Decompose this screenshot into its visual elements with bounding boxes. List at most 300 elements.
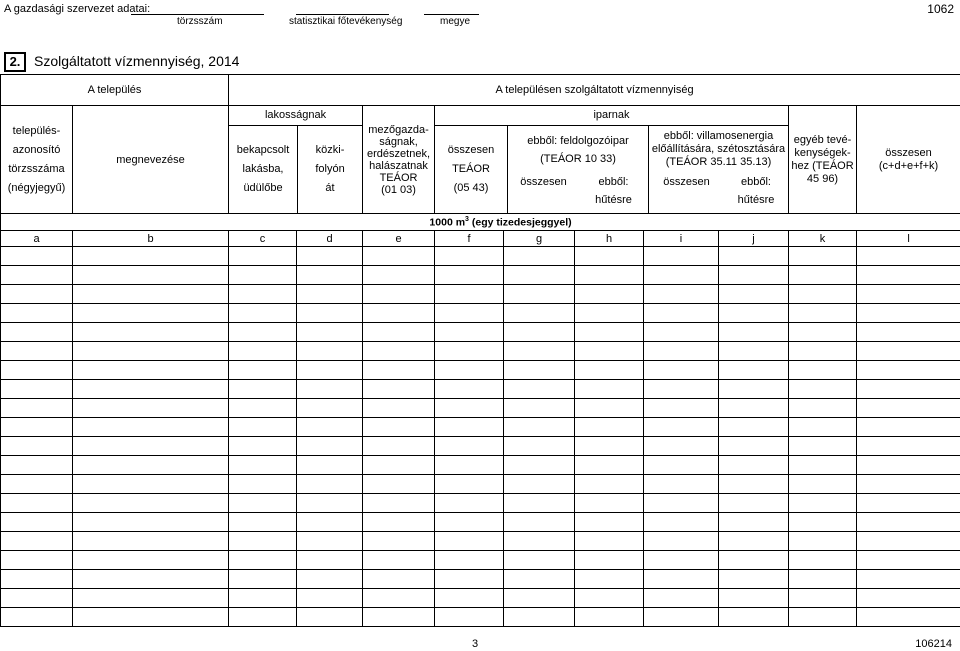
input-cell[interactable]	[229, 304, 297, 323]
input-cell[interactable]	[789, 399, 857, 418]
table-row	[1, 323, 960, 342]
kozkifolyon-line-1: közki-	[315, 144, 345, 156]
group-telepules: A település	[1, 75, 229, 106]
table-row	[1, 589, 960, 608]
input-cell[interactable]	[857, 323, 960, 342]
input-cell[interactable]	[1, 323, 73, 342]
input-cell[interactable]	[644, 247, 719, 266]
input-cell[interactable]	[73, 456, 229, 475]
unit-row	[1, 214, 960, 231]
input-cell[interactable]	[297, 247, 363, 266]
input-cell[interactable]	[435, 608, 504, 627]
input-cell[interactable]	[435, 304, 504, 323]
input-cell[interactable]	[857, 532, 960, 551]
input-cell[interactable]	[644, 570, 719, 589]
input-cell[interactable]	[73, 494, 229, 513]
input-cell[interactable]	[719, 323, 789, 342]
input-cell[interactable]	[73, 285, 229, 304]
input-cell[interactable]	[73, 342, 229, 361]
input-cell[interactable]	[297, 513, 363, 532]
input-cell[interactable]	[363, 589, 435, 608]
input-cell[interactable]	[435, 456, 504, 475]
input-cell[interactable]	[297, 570, 363, 589]
input-cell[interactable]	[363, 285, 435, 304]
osszesen-ipar-line-2: TEÁOR	[452, 163, 490, 175]
input-cell[interactable]	[363, 304, 435, 323]
input-cell[interactable]	[857, 285, 960, 304]
osszesen-total-line-2: (c+d+e+f+k)	[878, 159, 939, 172]
unit-text: 1000 m	[429, 216, 466, 229]
input-cell[interactable]	[644, 551, 719, 570]
input-cell[interactable]	[644, 380, 719, 399]
input-cell[interactable]	[1, 266, 73, 285]
feldolgozoipar-line-2: (TEÁOR 10 33)	[540, 152, 616, 165]
input-cell[interactable]	[644, 437, 719, 456]
input-cell[interactable]	[363, 513, 435, 532]
input-cell[interactable]	[644, 513, 719, 532]
input-cell[interactable]	[857, 437, 960, 456]
input-cell[interactable]	[857, 304, 960, 323]
input-cell[interactable]	[719, 247, 789, 266]
input-cell[interactable]	[73, 437, 229, 456]
input-cell[interactable]	[1, 437, 73, 456]
input-cell[interactable]	[789, 532, 857, 551]
input-cell[interactable]	[435, 494, 504, 513]
table-row	[1, 380, 960, 399]
letter-i: i	[644, 231, 719, 247]
input-cell[interactable]	[857, 399, 960, 418]
input-cell[interactable]	[229, 456, 297, 475]
input-cell[interactable]	[229, 437, 297, 456]
input-cell[interactable]	[297, 437, 363, 456]
input-cell[interactable]	[435, 570, 504, 589]
input-cell[interactable]	[857, 589, 960, 608]
input-cell[interactable]	[789, 266, 857, 285]
water-table	[0, 74, 960, 627]
input-cell[interactable]	[719, 475, 789, 494]
input-cell[interactable]	[363, 475, 435, 494]
input-cell[interactable]	[229, 361, 297, 380]
input-cell[interactable]	[575, 608, 644, 627]
table-row	[1, 551, 960, 570]
input-cell[interactable]	[719, 285, 789, 304]
input-cell[interactable]	[504, 342, 575, 361]
input-cell[interactable]	[73, 323, 229, 342]
input-cell[interactable]	[1, 418, 73, 437]
input-cell[interactable]	[789, 608, 857, 627]
input-cell[interactable]	[229, 589, 297, 608]
input-cell[interactable]	[363, 456, 435, 475]
mezogazd-line-6: (01 03)	[381, 183, 416, 196]
vill-ebbol-label: ebből:	[741, 176, 771, 188]
form-number: 1062	[927, 2, 954, 16]
input-cell[interactable]	[719, 608, 789, 627]
input-cell[interactable]	[73, 247, 229, 266]
input-cell[interactable]	[789, 323, 857, 342]
input-cell[interactable]	[719, 380, 789, 399]
input-cell[interactable]	[435, 418, 504, 437]
input-cell[interactable]	[363, 361, 435, 380]
input-cell[interactable]	[575, 475, 644, 494]
input-cell[interactable]	[1, 342, 73, 361]
input-cell[interactable]	[297, 342, 363, 361]
input-cell[interactable]	[719, 494, 789, 513]
input-cell[interactable]	[857, 551, 960, 570]
letter-l: l	[857, 231, 960, 247]
input-cell[interactable]	[644, 456, 719, 475]
input-cell[interactable]	[789, 380, 857, 399]
input-cell[interactable]	[229, 342, 297, 361]
input-cell[interactable]	[504, 361, 575, 380]
input-cell[interactable]	[229, 247, 297, 266]
input-cell[interactable]	[297, 475, 363, 494]
input-cell[interactable]	[644, 285, 719, 304]
input-cell[interactable]	[575, 456, 644, 475]
input-cell[interactable]	[1, 399, 73, 418]
input-cell[interactable]	[363, 342, 435, 361]
input-cell[interactable]	[435, 551, 504, 570]
input-cell[interactable]	[575, 266, 644, 285]
input-cell[interactable]	[363, 437, 435, 456]
input-cell[interactable]	[297, 456, 363, 475]
input-cell[interactable]	[229, 399, 297, 418]
input-cell[interactable]	[73, 589, 229, 608]
input-cell[interactable]	[644, 399, 719, 418]
lakossagnak-label: lakosságnak	[229, 106, 362, 126]
input-cell[interactable]	[789, 342, 857, 361]
input-cell[interactable]	[575, 323, 644, 342]
input-cell[interactable]	[1, 475, 73, 494]
bekapcsolt-line-3: üdülőbe	[243, 182, 283, 194]
input-cell[interactable]	[575, 494, 644, 513]
input-cell[interactable]	[857, 494, 960, 513]
table-row	[1, 475, 960, 494]
input-cell[interactable]	[719, 342, 789, 361]
input-cell[interactable]	[73, 532, 229, 551]
input-cell[interactable]	[363, 418, 435, 437]
col-iparnak	[435, 106, 789, 214]
input-cell[interactable]	[644, 608, 719, 627]
input-cell[interactable]	[435, 399, 504, 418]
input-cell[interactable]	[719, 532, 789, 551]
input-cell[interactable]	[363, 323, 435, 342]
letter-f: f	[435, 231, 504, 247]
input-cell[interactable]	[297, 285, 363, 304]
input-cell[interactable]	[1, 456, 73, 475]
input-cell[interactable]	[229, 494, 297, 513]
table-row	[1, 418, 960, 437]
input-cell[interactable]	[575, 342, 644, 361]
input-cell[interactable]	[363, 532, 435, 551]
input-cell[interactable]	[435, 247, 504, 266]
egyeb-line-1: egyéb tevé-	[793, 133, 852, 146]
input-cell[interactable]	[575, 551, 644, 570]
input-cell[interactable]	[504, 380, 575, 399]
input-cell[interactable]	[435, 285, 504, 304]
input-cell[interactable]	[575, 285, 644, 304]
input-cell[interactable]	[719, 418, 789, 437]
input-cell[interactable]	[1, 304, 73, 323]
input-cell[interactable]	[229, 475, 297, 494]
input-cell[interactable]	[1, 532, 73, 551]
input-cell[interactable]	[1, 494, 73, 513]
input-cell[interactable]	[363, 608, 435, 627]
kozkifolyon-line-2: folyón	[315, 163, 345, 175]
input-cell[interactable]	[297, 418, 363, 437]
input-cell[interactable]	[73, 361, 229, 380]
input-cell[interactable]	[504, 456, 575, 475]
input-cell[interactable]	[857, 361, 960, 380]
input-cell[interactable]	[297, 589, 363, 608]
input-cell[interactable]	[363, 247, 435, 266]
input-cell[interactable]	[789, 589, 857, 608]
input-cell[interactable]	[789, 418, 857, 437]
input-cell[interactable]	[789, 285, 857, 304]
input-cell[interactable]	[789, 437, 857, 456]
input-cell[interactable]	[363, 266, 435, 285]
input-cell[interactable]	[857, 380, 960, 399]
input-cell[interactable]	[504, 304, 575, 323]
feld-ebbol-label: ebből:	[598, 176, 629, 188]
input-cell[interactable]	[504, 513, 575, 532]
input-cell[interactable]	[504, 399, 575, 418]
osszesen-total-line-1: összesen	[885, 146, 932, 159]
mezogazd-line-3: erdészetnek,	[367, 147, 430, 160]
input-cell[interactable]	[857, 456, 960, 475]
input-cell[interactable]	[789, 494, 857, 513]
input-cell[interactable]	[575, 361, 644, 380]
input-cell[interactable]	[719, 570, 789, 589]
input-cell[interactable]	[73, 475, 229, 494]
azonosito-line-2: azonosító	[12, 143, 61, 156]
input-cell[interactable]	[504, 323, 575, 342]
input-cell[interactable]	[435, 266, 504, 285]
input-cell[interactable]	[297, 323, 363, 342]
input-cell[interactable]	[363, 551, 435, 570]
input-cell[interactable]	[644, 532, 719, 551]
input-cell[interactable]	[504, 494, 575, 513]
input-cell[interactable]	[1, 589, 73, 608]
input-cell[interactable]	[297, 399, 363, 418]
input-cell[interactable]	[504, 285, 575, 304]
input-cell[interactable]	[297, 608, 363, 627]
input-cell[interactable]	[504, 589, 575, 608]
input-cell[interactable]	[435, 475, 504, 494]
input-cell[interactable]	[435, 380, 504, 399]
input-cell[interactable]	[229, 608, 297, 627]
input-cell[interactable]	[73, 399, 229, 418]
letter-a: a	[1, 231, 73, 247]
input-cell[interactable]	[575, 532, 644, 551]
input-cell[interactable]	[1, 247, 73, 266]
letter-h: h	[575, 231, 644, 247]
input-cell[interactable]	[229, 570, 297, 589]
input-cell[interactable]	[297, 380, 363, 399]
input-cell[interactable]	[789, 304, 857, 323]
input-cell[interactable]	[719, 304, 789, 323]
input-cell[interactable]	[435, 532, 504, 551]
input-cell[interactable]	[719, 361, 789, 380]
group-szolgaltatott: A településen szolgáltatott vízmennyiség	[229, 75, 960, 106]
egyeb-line-3: hez (TEÁOR	[791, 159, 854, 172]
input-cell[interactable]	[504, 475, 575, 494]
input-cell[interactable]	[644, 361, 719, 380]
input-cell[interactable]	[73, 304, 229, 323]
input-cell[interactable]	[1, 570, 73, 589]
input-cell[interactable]	[1, 361, 73, 380]
input-cell[interactable]	[363, 380, 435, 399]
input-cell[interactable]	[363, 399, 435, 418]
input-cell[interactable]	[719, 437, 789, 456]
input-cell[interactable]	[644, 589, 719, 608]
input-cell[interactable]	[435, 513, 504, 532]
mezogazd-line-2: ságnak,	[379, 135, 418, 148]
col-azonosito	[1, 106, 73, 214]
org-data-label: A gazdasági szervezet adatai:	[4, 3, 151, 15]
input-cell[interactable]	[229, 285, 297, 304]
input-cell[interactable]	[857, 513, 960, 532]
input-cell[interactable]	[229, 532, 297, 551]
letter-g: g	[504, 231, 575, 247]
input-cell[interactable]	[575, 304, 644, 323]
col-mezogazd	[363, 106, 435, 214]
table-row	[1, 399, 960, 418]
input-cell[interactable]	[297, 266, 363, 285]
input-cell[interactable]	[229, 323, 297, 342]
input-cell[interactable]	[229, 418, 297, 437]
input-cell[interactable]	[789, 513, 857, 532]
input-cell[interactable]	[1, 551, 73, 570]
input-cell[interactable]	[73, 570, 229, 589]
input-cell[interactable]	[719, 456, 789, 475]
input-cell[interactable]	[435, 342, 504, 361]
input-cell[interactable]	[504, 266, 575, 285]
stat-label: statisztikai főtevékenység	[289, 16, 403, 27]
input-cell[interactable]	[789, 570, 857, 589]
input-cell[interactable]	[435, 323, 504, 342]
input-cell[interactable]	[644, 323, 719, 342]
input-cell[interactable]	[789, 475, 857, 494]
input-cell[interactable]	[229, 266, 297, 285]
input-cell[interactable]	[575, 380, 644, 399]
input-cell[interactable]	[644, 266, 719, 285]
input-cell[interactable]	[297, 304, 363, 323]
input-cell[interactable]	[504, 418, 575, 437]
input-cell[interactable]	[644, 475, 719, 494]
megye-label: megye	[440, 16, 471, 27]
input-cell[interactable]	[644, 494, 719, 513]
feld-osszesen: összesen	[520, 176, 567, 188]
input-cell[interactable]	[575, 589, 644, 608]
input-cell[interactable]	[1, 285, 73, 304]
letter-b: b	[73, 231, 229, 247]
col-feldolgozoipar	[508, 126, 649, 213]
input-cell[interactable]	[73, 380, 229, 399]
input-cell[interactable]	[73, 266, 229, 285]
input-cell[interactable]	[73, 551, 229, 570]
input-cell[interactable]	[73, 513, 229, 532]
input-cell[interactable]	[789, 361, 857, 380]
input-cell[interactable]	[363, 570, 435, 589]
input-cell[interactable]	[857, 266, 960, 285]
input-cell[interactable]	[504, 532, 575, 551]
table-row	[1, 304, 960, 323]
input-cell[interactable]	[504, 551, 575, 570]
torzsszam-label: törzsszám	[177, 16, 223, 27]
input-cell[interactable]	[1, 608, 73, 627]
input-cell[interactable]	[297, 532, 363, 551]
input-cell[interactable]	[229, 513, 297, 532]
input-cell[interactable]	[857, 475, 960, 494]
table-row	[1, 513, 960, 532]
input-cell[interactable]	[297, 494, 363, 513]
input-cell[interactable]	[297, 551, 363, 570]
input-cell[interactable]	[575, 247, 644, 266]
input-cell[interactable]	[575, 513, 644, 532]
col-egyeb	[789, 106, 857, 214]
osszesen-ipar-line-1: összesen	[447, 144, 495, 156]
input-cell[interactable]	[857, 570, 960, 589]
input-cell[interactable]	[789, 456, 857, 475]
input-cell[interactable]	[575, 399, 644, 418]
input-cell[interactable]	[857, 418, 960, 437]
input-cell[interactable]	[229, 380, 297, 399]
input-cell[interactable]	[575, 437, 644, 456]
input-cell[interactable]	[435, 361, 504, 380]
col-osszesen-ipar	[435, 126, 508, 213]
table-row	[1, 266, 960, 285]
input-cell[interactable]	[719, 399, 789, 418]
input-cell[interactable]	[857, 608, 960, 627]
megye-line	[424, 14, 479, 15]
mezogazd-line-5: TEÁOR	[379, 171, 418, 184]
input-cell[interactable]	[504, 570, 575, 589]
input-cell[interactable]	[1, 380, 73, 399]
input-cell[interactable]	[73, 608, 229, 627]
input-cell[interactable]	[297, 361, 363, 380]
input-cell[interactable]	[644, 304, 719, 323]
unit-rest: (egy tizedesjeggyel)	[468, 216, 572, 229]
input-cell[interactable]	[789, 551, 857, 570]
input-cell[interactable]	[789, 247, 857, 266]
letter-e: e	[363, 231, 435, 247]
input-cell[interactable]	[229, 551, 297, 570]
input-cell[interactable]	[857, 342, 960, 361]
input-cell[interactable]	[719, 589, 789, 608]
letter-k: k	[789, 231, 857, 247]
input-cell[interactable]	[1, 513, 73, 532]
input-cell[interactable]	[719, 266, 789, 285]
input-cell[interactable]	[719, 551, 789, 570]
input-cell[interactable]	[644, 418, 719, 437]
input-cell[interactable]	[363, 494, 435, 513]
input-cell[interactable]	[857, 247, 960, 266]
input-cell[interactable]	[504, 247, 575, 266]
input-cell[interactable]	[435, 437, 504, 456]
torzsszam-line	[131, 14, 264, 15]
input-cell[interactable]	[575, 418, 644, 437]
input-cell[interactable]	[575, 570, 644, 589]
col-lakossagnak	[229, 106, 363, 214]
villamos-line-1: ebből: villamosenergia	[663, 130, 774, 142]
page-number: 3	[472, 638, 479, 650]
input-cell[interactable]	[504, 437, 575, 456]
input-cell[interactable]	[435, 589, 504, 608]
input-cell[interactable]	[73, 418, 229, 437]
input-cell[interactable]	[644, 342, 719, 361]
input-cell[interactable]	[504, 608, 575, 627]
input-cell[interactable]	[719, 513, 789, 532]
